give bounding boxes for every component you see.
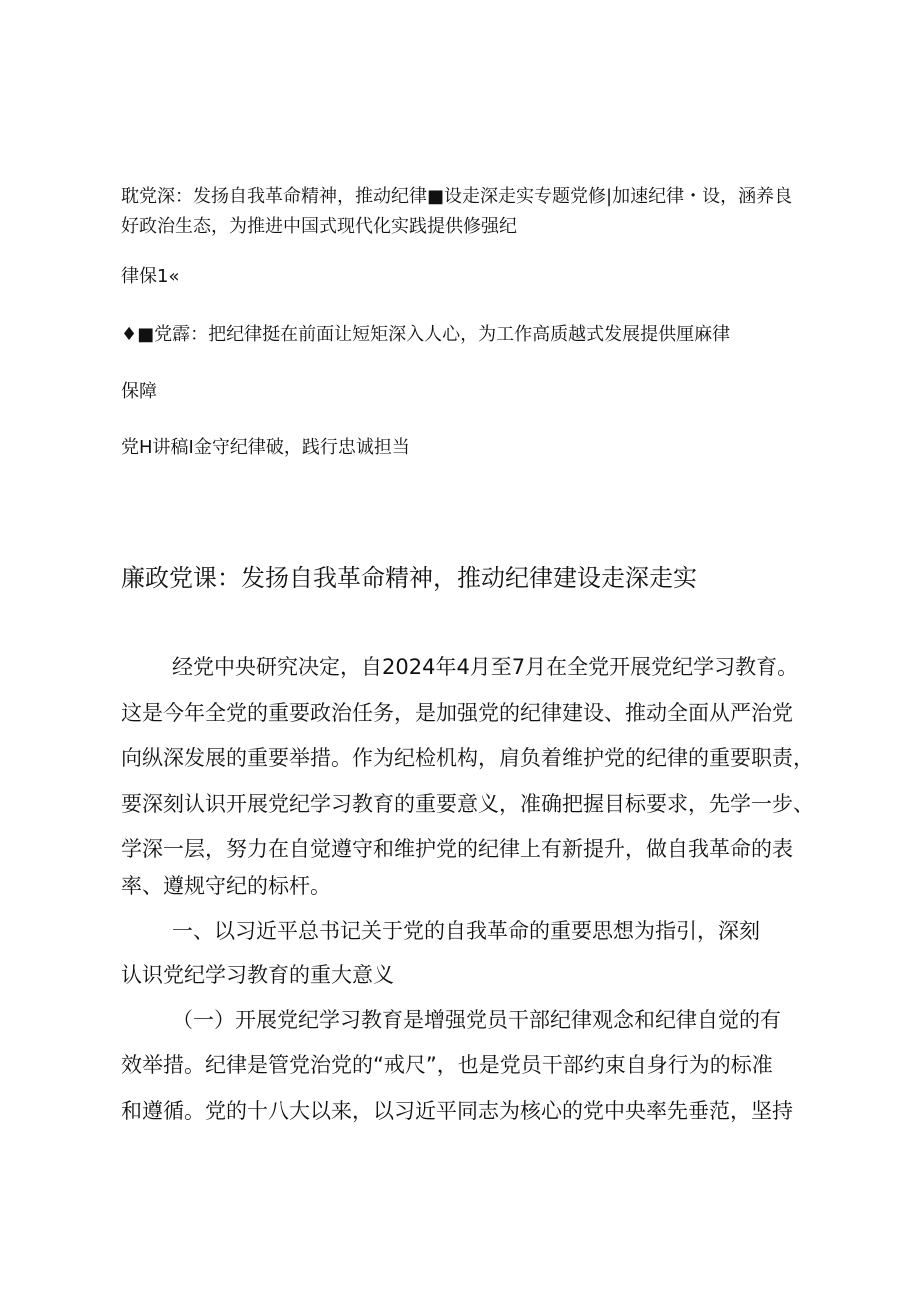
- section-heading-line: 认识党纪学习教育的重大意义: [121, 963, 394, 987]
- toc-item-1-line-2: 好政治生态，为推进中国式现代化实践提供修强纪: [121, 216, 517, 237]
- section-heading-line: 一、以习近平总书记关于党的自我革命的重要思想为指引，深刻: [172, 919, 760, 943]
- toc-item-3-line-1: 党H讲稿I金守纪律破，践行忠诚担当: [121, 437, 410, 458]
- paragraph-1-line: 学深一层，努力在自觉遵守和维护党的纪律上有新提升，做自我革命的表: [121, 837, 793, 861]
- toc-item-2-line-2: 保障: [121, 381, 157, 402]
- paragraph-3-line: 和遵循。党的十八大以来，以习近平同志为核心的党中央率先垂范，坚持: [121, 1099, 793, 1123]
- article-title: 廉政党课：发扬自我革命精神，推动纪律建设走深走实: [121, 564, 697, 592]
- toc-item-2-line-1: ♦■党霹：把纪律挺在前面让短矩深入人心，为工作高质越式发展提供厘麻律: [121, 324, 731, 345]
- paragraph-1-line: 这是今年全党的重要政治任务，是加强党的纪律建设、推动全面从严治党: [121, 701, 793, 725]
- paragraph-1-line: 经党中央研究决定，自2024年4月至7月在全党开展党纪学习教育。: [172, 655, 799, 679]
- toc-item-1-line-3: 律保1«: [121, 266, 180, 287]
- paragraph-3-line: 效举措。纪律是管党治党的“戒尺”，也是党员干部约束自身行为的标准: [121, 1053, 773, 1077]
- toc-item-1-line-1: 耽党深：发扬自我革命精神，推动纪律■设走深走实专题党修|加速纪律・设，涵养良: [121, 186, 793, 207]
- paragraph-3-line: （一）开展党纪学习教育是增强党员干部纪律观念和纪律自觉的有: [172, 1008, 781, 1032]
- paragraph-1-line: 要深刻认识开展党纪学习教育的重要意义，准确把握目标要求，先学一步、: [121, 792, 814, 816]
- paragraph-1-line: 率、遵规守纪的标杆。: [121, 874, 331, 898]
- paragraph-1-line: 向纵深发展的重要举措。作为纪检机构，肩负着维护党的纪律的重要职责，: [121, 746, 814, 770]
